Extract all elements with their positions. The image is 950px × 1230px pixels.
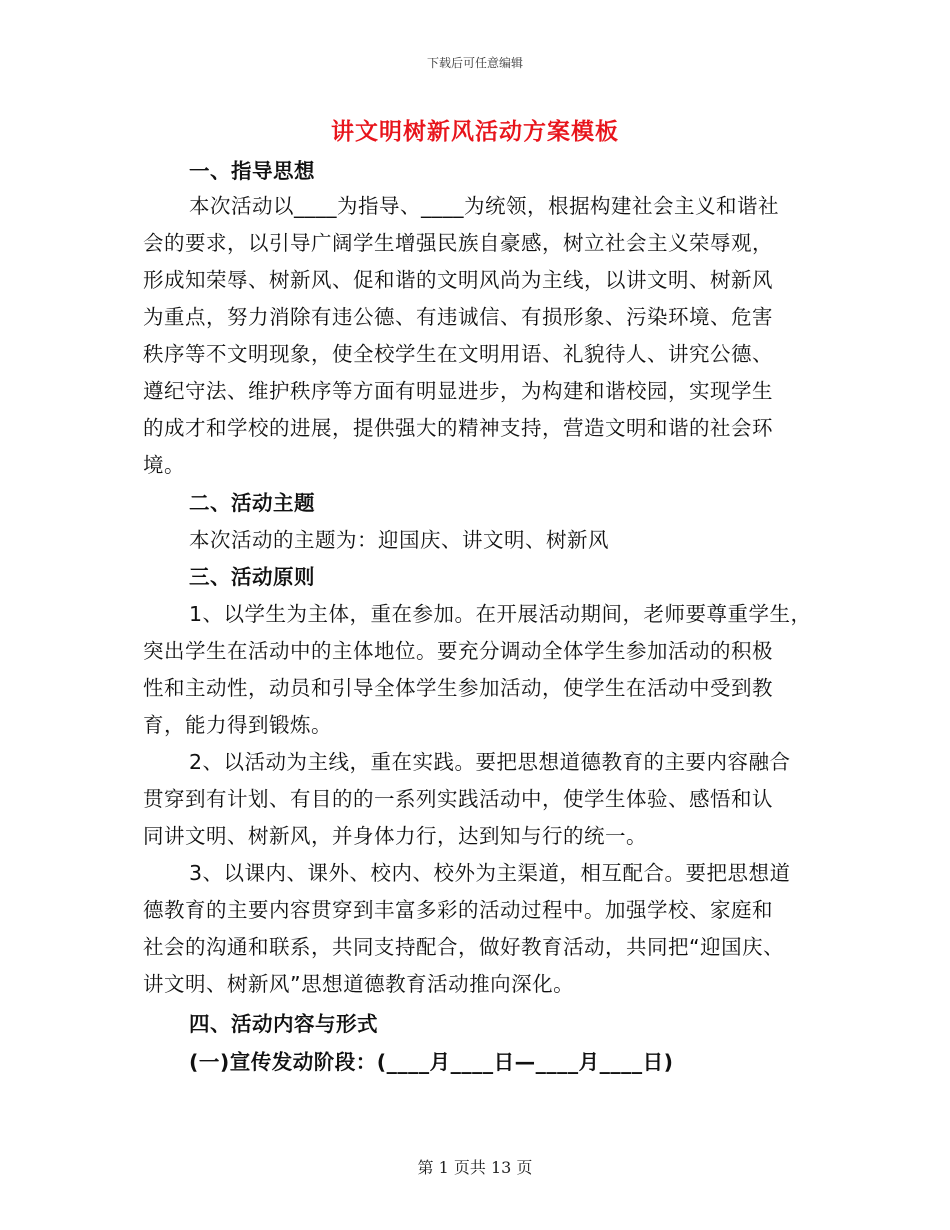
section-heading: 三、活动原则 xyxy=(189,565,315,589)
paragraph-line: 1、以学生为主体，重在参加。在开展活动期间，老师要尊重学生， xyxy=(189,602,812,626)
paragraph-line: 育，能力得到锻炼。 xyxy=(143,713,332,737)
paragraph-line: 突出学生在活动中的主体地位。要充分调动全体学生参加活动的积极 xyxy=(143,639,773,663)
paragraph-line: 德教育的主要内容贯穿到丰富多彩的活动过程中。加强学校、家庭和 xyxy=(143,898,773,922)
paragraph-line: 遵纪守法、维护秩序等方面有明显进步，为构建和谐校园，实现学生 xyxy=(143,379,773,403)
paragraph-line: 性和主动性，动员和引导全体学生参加活动，使学生在活动中受到教 xyxy=(143,676,773,700)
paragraph-line: 3、以课内、课外、校内、校外为主渠道，相互配合。要把思想道 xyxy=(189,861,791,885)
paragraph-line: 同讲文明、树新风，并身体力行，达到知与行的统一。 xyxy=(143,824,647,848)
paragraph-line: 社会的沟通和联系，共同支持配合，做好教育活动，共同把“迎国庆、 xyxy=(143,935,785,959)
header-note: 下载后可任意编辑 xyxy=(426,56,523,70)
section-heading: 一、指导思想 xyxy=(189,159,315,183)
paragraph-line: 会的要求，以引导广阔学生增强民族自豪感，树立社会主义荣辱观， xyxy=(143,231,773,255)
subsection-heading: (一)宣传发动阶段：(____月____日—____月____日) xyxy=(189,1050,674,1074)
document-title: 讲文明树新风活动方案模板 xyxy=(331,119,619,145)
paragraph-line: 贯穿到有计划、有目的的一系列实践活动中，使学生体验、感悟和认 xyxy=(143,787,773,811)
section-heading: 二、活动主题 xyxy=(189,491,315,515)
paragraph-line: 形成知荣辱、树新风、促和谐的文明风尚为主线，以讲文明、树新风 xyxy=(143,268,773,292)
paragraph-line: 讲文明、树新风”思想道德教育活动推向深化。 xyxy=(143,972,575,996)
paragraph-line: 的成才和学校的进展，提供强大的精神支持，营造文明和谐的社会环 xyxy=(143,416,773,440)
paragraph-line: 2、以活动为主线，重在实践。要把思想道德教育的主要内容融合 xyxy=(189,750,791,774)
paragraph-line: 为重点，努力消除有违公德、有违诚信、有损形象、污染环境、危害 xyxy=(143,305,773,329)
paragraph-line: 本次活动的主题为：迎国庆、讲文明、树新风 xyxy=(189,528,609,552)
paragraph-line: 本次活动以____为指导、____为统领，根据构建社会主义和谐社 xyxy=(189,194,779,218)
page-footer: 第 1 页共 13 页 xyxy=(417,1158,533,1177)
paragraph-line: 秩序等不文明现象，使全校学生在文明用语、礼貌待人、讲究公德、 xyxy=(143,342,773,366)
section-heading: 四、活动内容与形式 xyxy=(189,1012,378,1036)
paragraph-line: 境。 xyxy=(143,453,185,477)
